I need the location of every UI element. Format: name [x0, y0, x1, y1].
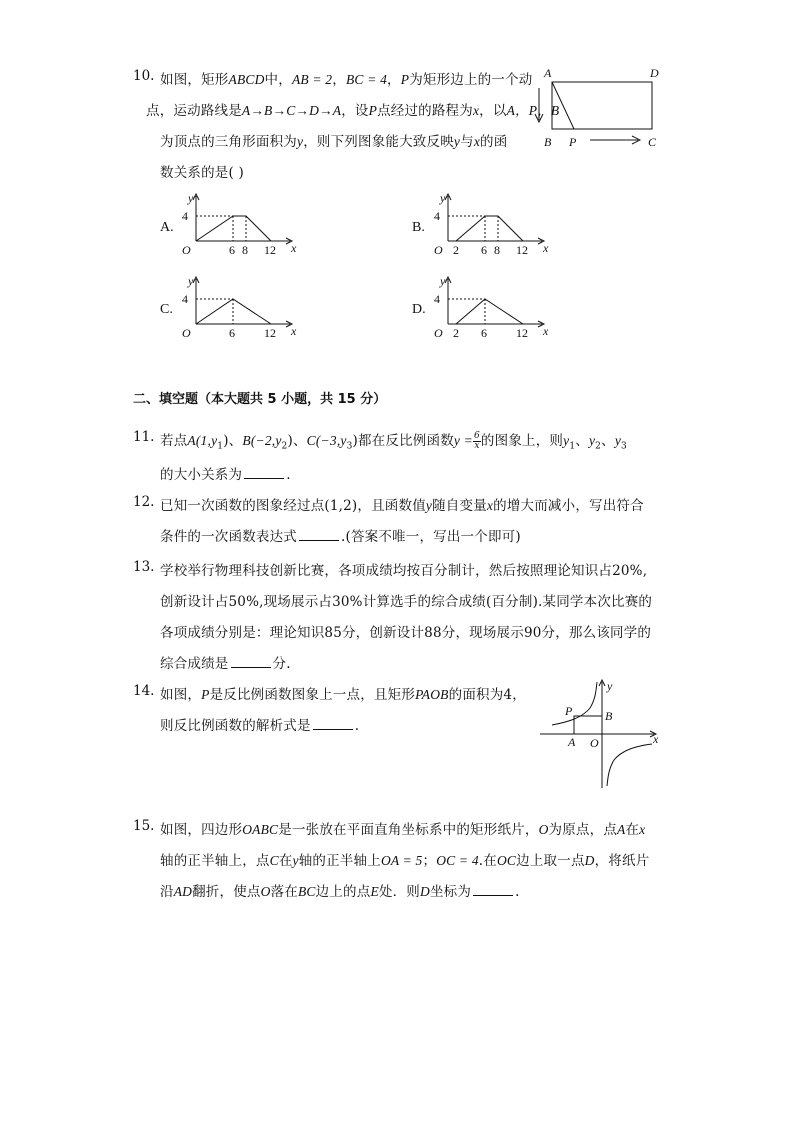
tick-12: 12 [264, 243, 276, 257]
origin-label: O [182, 243, 191, 257]
q15-bc: BC [297, 884, 316, 899]
tick-6: 6 [229, 243, 235, 257]
q11-y1: y [563, 433, 570, 448]
q12-line2 [160, 525, 521, 545]
q15-line2-c: 轴的正半轴上 [298, 853, 381, 869]
q15-line1-b: 是一张放在平面直角坐标系中的矩形纸片， [278, 822, 539, 838]
option-d-label: D. [412, 302, 426, 317]
q11-sub3: 3 [346, 441, 353, 452]
tick-8: 8 [494, 243, 500, 257]
q11-answer-blank[interactable] [244, 466, 284, 479]
q15-line3 [160, 880, 520, 900]
q10-line2-d: ，以 [479, 103, 507, 119]
option-c-label: C. [160, 302, 173, 317]
option-b-graph [430, 191, 555, 257]
origin-label: O [434, 326, 443, 340]
q10-line3-a: 为顶点的三角形面积为 [160, 134, 297, 150]
q12-x: x [486, 498, 494, 513]
q15-oa: OA = 5 [380, 853, 423, 868]
section-title: 二、填空题（本大题共 5 小题，共 15 分） [133, 392, 387, 407]
q15-x: x [639, 822, 646, 837]
q15-line3-b: 翻折，使点 [192, 884, 261, 900]
q11-point-b: B(−2,y [242, 433, 282, 448]
q11-y1-sub: 1 [569, 441, 576, 452]
four-label: 4 [182, 209, 188, 223]
q14-line1-a: 如图， [160, 687, 202, 703]
option-b-label: B. [412, 220, 425, 235]
q15-o: O [538, 822, 549, 837]
q14-line1-b: 是反比例函数图象上一点，且矩形 [209, 687, 416, 703]
tick-8: 8 [242, 243, 248, 257]
four-label: 4 [182, 292, 188, 306]
function-line [456, 216, 523, 241]
q15-ad: AD [173, 884, 193, 899]
label-o: O [590, 736, 599, 750]
q15-oabc: OABC [242, 822, 279, 837]
origin-label: O [182, 326, 191, 340]
q10-line2-apb: A，P，B [506, 103, 560, 118]
q14-line2 [160, 714, 359, 734]
tick-6: 6 [481, 243, 487, 257]
q15-oc: OC = 4 [436, 853, 479, 868]
y-label: y [188, 274, 194, 288]
tick-2: 2 [453, 326, 459, 340]
tick-12: 12 [516, 243, 528, 257]
origin-label: O [434, 243, 443, 257]
q11-text-a: 若点 [160, 433, 188, 449]
option-d-graph [430, 274, 555, 340]
q13-line3: 各项成绩分别是：理论知识85分，创新设计88分，现场展示90分，那么该同学的 [160, 625, 652, 641]
tick-6: 6 [229, 326, 235, 340]
x-label: x [543, 241, 549, 255]
q12-line2-b: .(答案不唯一，写出一个即可) [341, 529, 521, 545]
q15-line1 [160, 818, 645, 838]
label-a: A [568, 735, 576, 749]
q11-text-b: 的图象上，则 [480, 433, 564, 449]
q11-function: y = [453, 433, 473, 448]
q10-line2-p: P [368, 103, 378, 118]
q11-point-a-end: )、 [223, 433, 243, 449]
q10-comma2: ， [387, 72, 401, 88]
q11-point-a: A(1,y [187, 433, 218, 448]
q11-y2: y [588, 433, 596, 448]
q11-point-c: C(−3,y [306, 433, 347, 448]
q11-line2-text: 的大小关系为 [160, 467, 243, 483]
q10-comma1: ， [332, 72, 346, 88]
q14-number: 14. [133, 683, 155, 699]
q10-line3-c: 与 [460, 134, 474, 150]
q15-line1-d: 在 [625, 822, 640, 838]
q10-line2-x: x [472, 103, 480, 118]
q10-line3-d: 的函 [480, 134, 508, 150]
q10-line2 [146, 99, 559, 119]
y-label: y [188, 191, 194, 205]
tick-12: 12 [264, 326, 276, 340]
q14-line2-a: 则反比例函数的解析式是 [160, 718, 311, 734]
q12-line1-b: 随自变量 [432, 498, 487, 514]
q10-line4: 数关系的是( ) [160, 165, 244, 181]
q11-fraction [473, 432, 481, 451]
four-label: 4 [434, 209, 440, 223]
q15-o2: O [260, 884, 271, 899]
q15-line3-d: 边上的点 [315, 884, 371, 900]
q10-number: 10. [133, 68, 155, 84]
q10-rectangle-figure [530, 62, 670, 152]
label-p: P [565, 704, 573, 718]
four-label: 4 [434, 292, 440, 306]
q15-e: E [370, 884, 379, 899]
q13-number: 13. [133, 559, 155, 575]
label-x: x [653, 732, 659, 746]
label-a: A [544, 66, 552, 80]
q14-answer-blank[interactable] [313, 717, 353, 730]
q15-ocs: OC [496, 853, 517, 868]
q13-line4-b: 分. [272, 656, 291, 672]
tick-6: 6 [481, 326, 487, 340]
q14-line2-b: . [354, 718, 360, 734]
q12-answer-blank[interactable] [299, 528, 339, 541]
y-label: y [440, 191, 446, 205]
q11-frac-denominator: x [474, 441, 480, 451]
q10-line2-b: ，设 [341, 103, 369, 119]
label-c: C [648, 135, 657, 149]
q12-line1-a: 已知一次函数的图象经过点(1,2)，且函数值 [160, 498, 426, 514]
q15-line2-d: ； [422, 853, 437, 869]
q14-p: P [201, 687, 210, 702]
q15-line3-f: 坐标为 [429, 884, 472, 900]
q10-path: A→B→C→D→A [241, 103, 342, 118]
x-label: x [291, 324, 297, 338]
tick-12: 12 [516, 326, 528, 340]
q15-a: A [617, 822, 626, 837]
x-label: x [543, 324, 549, 338]
q10-line3-y2: y [453, 134, 461, 149]
q11-number: 11. [133, 429, 155, 445]
q15-y: y [292, 853, 299, 868]
q15-line2-f: 边上取一点 [516, 853, 585, 869]
segment-ap [552, 82, 574, 129]
q15-number: 15. [133, 818, 155, 834]
q15-line1-a: 如图，四边形 [160, 822, 243, 838]
q15-line3-g: . [515, 884, 520, 900]
q10-line3-x: x [473, 134, 481, 149]
q13-line2: 创新设计占50%,现场展示占30%计算选手的综合成绩(百分制).某同学本次比赛的 [160, 594, 653, 610]
q10-line3-b: ，则下列图象能大致反映 [303, 134, 454, 150]
q11-y3: y [614, 433, 622, 448]
q14-line1-c: 的面积为4， [448, 687, 526, 703]
q11-sep1: 、 [575, 433, 589, 449]
function-line [456, 299, 523, 324]
x-label: x [291, 241, 297, 255]
q11-frac-numerator: 6 [473, 431, 480, 441]
q13-line1: 学校举行物理科技创新比赛，各项成绩均按百分制计，然后按照理论知识占20%, [160, 563, 648, 579]
q10-line3-y: y [297, 134, 304, 149]
q14-rect: PAOB [415, 687, 449, 702]
tick-2: 2 [453, 243, 459, 257]
label-b: B [544, 135, 552, 149]
q15-line3-e: 处．则 [378, 884, 420, 900]
q15-line2-b: 在 [278, 853, 293, 869]
option-a-graph [178, 191, 303, 257]
q10-p: P [400, 72, 410, 87]
label-p: P [569, 135, 577, 149]
q10-line2-c: 点经过的路程为 [377, 103, 473, 119]
q11-line2 [160, 463, 291, 483]
q10-line1-b: 中， [264, 72, 292, 88]
q12-number: 12. [133, 494, 155, 510]
q11-y3-sub: 3 [621, 441, 627, 452]
q10-ab: AB = 2 [291, 72, 333, 87]
q13-line4-a: 综合成绩是 [160, 656, 229, 672]
option-c-graph [178, 274, 303, 340]
q11-sub2: 2 [281, 441, 288, 452]
q11-y2-sub: 2 [595, 441, 602, 452]
q11-line1 [160, 429, 627, 452]
q15-d: D [584, 853, 595, 868]
rect-abcd [552, 82, 652, 129]
q10-bc: BC = 4 [345, 72, 388, 87]
q15-c: C [269, 853, 279, 868]
q13-answer-blank[interactable] [231, 655, 271, 668]
q10-rect-name: ABCD [228, 72, 265, 87]
q11-sub1: 1 [217, 441, 224, 452]
q10-line3 [160, 130, 507, 150]
q15-line1-c: 为原点，点 [548, 822, 618, 838]
label-d: D [650, 66, 659, 80]
q15-line2-g: ，将纸片 [594, 853, 650, 869]
q10-line1-c: 为矩形边上的一个动 [409, 72, 533, 88]
q14-hyperbola-figure [538, 678, 668, 790]
y-label: y [440, 274, 446, 288]
hyperbola-branch-lower-right [607, 744, 652, 786]
q15-line2-e: .在 [478, 853, 497, 869]
q15-answer-blank[interactable] [473, 883, 513, 896]
q15-d2: D [420, 884, 430, 899]
q15-line2-a: 轴的正半轴上，点 [160, 853, 270, 869]
q15-line3-c: 落在 [270, 884, 298, 900]
option-a-label: A. [160, 220, 174, 235]
q13-line4 [160, 652, 291, 672]
q10-line1-text: 如图，矩形 [160, 72, 229, 88]
q12-line1-c: 的增大而减小，写出符合 [493, 498, 644, 514]
q15-line2 [160, 849, 649, 869]
q14-line1 [160, 683, 526, 703]
q11-sep2: 、 [601, 433, 615, 449]
q11-line2-end: . [286, 467, 291, 483]
label-y: y [607, 679, 613, 693]
label-b: B [605, 709, 613, 723]
q12-line2-a: 条件的一次函数表达式 [160, 529, 297, 545]
q15-line3-a: 沿 [160, 884, 174, 900]
q12-line1 [160, 494, 644, 514]
q10-line2-a: 点，运动路线是 [146, 103, 242, 119]
q11-point-b-end: )、 [287, 433, 307, 449]
rect-paob [574, 716, 602, 734]
q10-line1 [160, 68, 533, 88]
q11-point-c-end: )都在反比例函数 [352, 433, 454, 449]
q12-y: y [425, 498, 433, 513]
